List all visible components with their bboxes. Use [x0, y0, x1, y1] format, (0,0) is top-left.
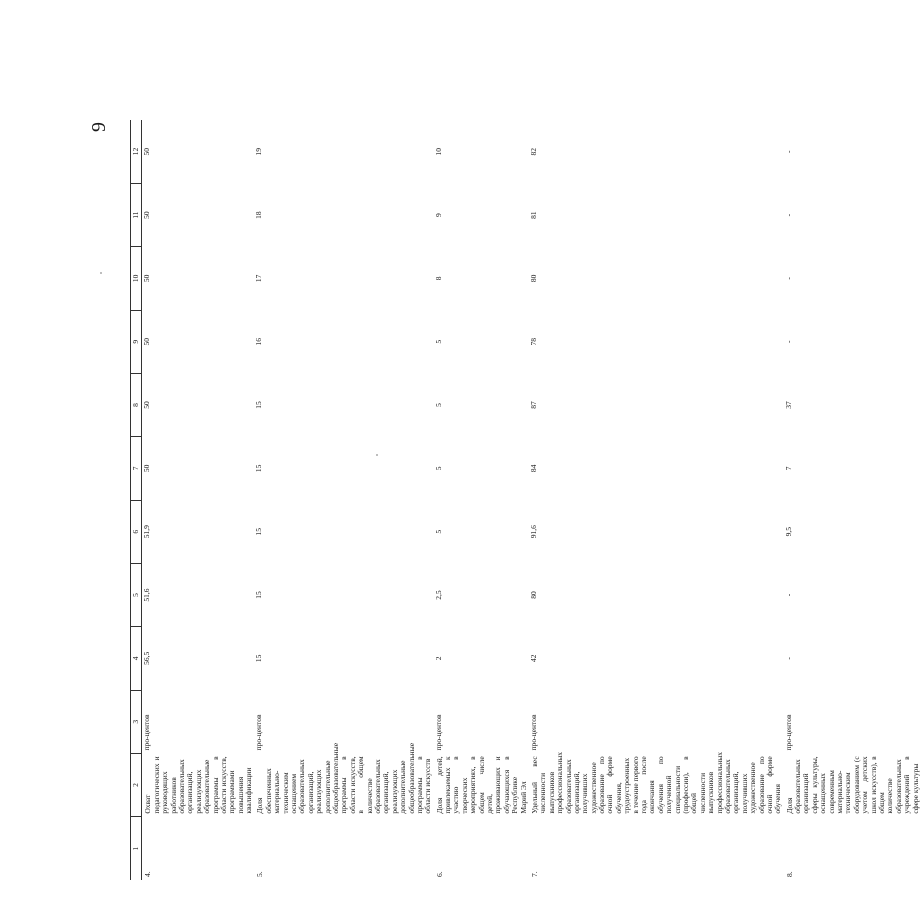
value-cell: 50 — [142, 464, 152, 473]
value-cell: 9,5 — [783, 527, 793, 537]
value-cell: 87 — [528, 401, 538, 409]
indicator-name: Доля обеспеченных материально-техническим оснащением образовательных организаций, реализующих дополнительные общеобразовательные программы в области искусств, в общем количестве образовательных организаций, реализующих дополнительные общеобразовательные программы в области искусств — [255, 742, 433, 814]
value-cell: 15 — [254, 464, 264, 473]
value-cell: 5 — [433, 339, 443, 344]
table-row — [784, 120, 921, 880]
header-col-5: 5 — [131, 563, 142, 626]
value-cell: - — [783, 150, 793, 153]
value-cell: 15 — [254, 527, 264, 536]
value-cell: 91,6 — [528, 525, 538, 539]
indicator-name: Охват педагогических и руководящих работников образовательных организаций, реализующих образовательные программы в области искусств, программами повышения квалификации — [143, 756, 254, 814]
value-cell: 5 — [433, 466, 443, 471]
row-number: 6. — [434, 871, 444, 877]
header-col-9: 9 — [131, 310, 142, 373]
header-col-11: 11 — [131, 183, 142, 246]
header-col-12: 12 — [131, 120, 142, 183]
scan-speck — [100, 272, 102, 274]
value-cell: 15 — [254, 401, 264, 409]
value-cell: 84 — [528, 464, 538, 473]
header-col-8: 8 — [131, 373, 142, 436]
value-cell: 10 — [433, 147, 443, 156]
value-cell: 42 — [528, 654, 538, 663]
rotated-page — [88, 100, 920, 880]
value-cell: - — [783, 593, 793, 597]
value-cell: 50 — [142, 211, 152, 219]
header-row — [131, 120, 142, 880]
header-col-2: 2 — [131, 753, 142, 816]
value-cell: 2 — [433, 656, 443, 661]
value-cell: 78 — [528, 337, 538, 346]
value-cell: 51,6 — [142, 588, 152, 602]
value-cell: - — [783, 340, 793, 343]
indicator-name: Доля образовательных организаций сферы культуры, оснащенных современным материально-техническим оборудованием (с учетом детских школ искусств), в общем количестве образовательных учреждений в сфере культуры — [784, 756, 920, 814]
table-row — [254, 120, 433, 880]
header-col-7: 7 — [131, 437, 142, 500]
value-cell: 80 — [528, 591, 538, 599]
row-number: 7. — [529, 871, 539, 877]
indicators-table — [130, 120, 921, 880]
header-col-1: 1 — [131, 817, 142, 880]
value-cell: 56,5 — [142, 651, 152, 665]
indicator-name: Удельный вес численности выпускников профессиональных образовательных организаций, получивших художественное образование по очной форме обучения, трудоустроенных в течение первого года после окончания обучения по полученной специальности (профессии), в общей численности выпускников профессиональных образовательных организаций, получивших художественное образование по очной форме обучения — [529, 751, 783, 814]
value-cell: - — [783, 213, 793, 217]
value-cell: 37 — [783, 401, 793, 409]
row-number: 8. — [784, 871, 794, 877]
header-col-10: 10 — [131, 247, 142, 310]
value-cell: 5 — [433, 529, 443, 534]
page-number: 9 — [88, 122, 110, 132]
value-cell: 50 — [142, 274, 152, 283]
value-cell: 9 — [433, 213, 443, 217]
unit-cell: про-центов — [254, 714, 264, 751]
value-cell: - — [783, 277, 793, 280]
value-cell: 50 — [142, 147, 152, 156]
value-cell: 50 — [142, 337, 152, 346]
header-col-6: 6 — [131, 500, 142, 563]
value-cell: - — [783, 657, 793, 660]
value-cell: 50 — [142, 401, 152, 409]
table-row — [142, 120, 255, 880]
table-row — [529, 120, 784, 880]
value-cell: 82 — [528, 147, 538, 156]
value-cell: 18 — [254, 211, 264, 219]
unit-cell: про-центов — [528, 714, 538, 751]
value-cell: 19 — [254, 147, 264, 156]
table-row — [434, 120, 529, 880]
value-cell: 15 — [254, 591, 264, 599]
header-col-4: 4 — [131, 627, 142, 690]
value-cell: 5 — [433, 403, 443, 407]
table-body — [142, 120, 921, 880]
value-cell: 17 — [254, 274, 264, 283]
value-cell: 81 — [528, 211, 538, 219]
unit-cell: про-центов — [433, 714, 443, 751]
unit-cell: про-центов — [142, 714, 152, 751]
value-cell: 80 — [528, 274, 538, 283]
header-col-3: 3 — [131, 690, 142, 753]
value-cell: 16 — [254, 337, 264, 346]
unit-cell: про-центов — [783, 714, 793, 751]
row-number: 5. — [255, 871, 265, 877]
row-number: 4. — [143, 871, 153, 877]
value-cell: 51,9 — [142, 525, 152, 539]
value-cell: 2,5 — [433, 590, 443, 600]
value-cell: 15 — [254, 654, 264, 663]
value-cell: 8 — [433, 276, 443, 281]
indicator-name: Доля детей, привлекаемых к участию в творческих мероприятиях, в общем числе детей, проживающих и обучающихся в Республике Марий Эл — [434, 756, 528, 814]
value-cell: 7 — [783, 466, 793, 471]
